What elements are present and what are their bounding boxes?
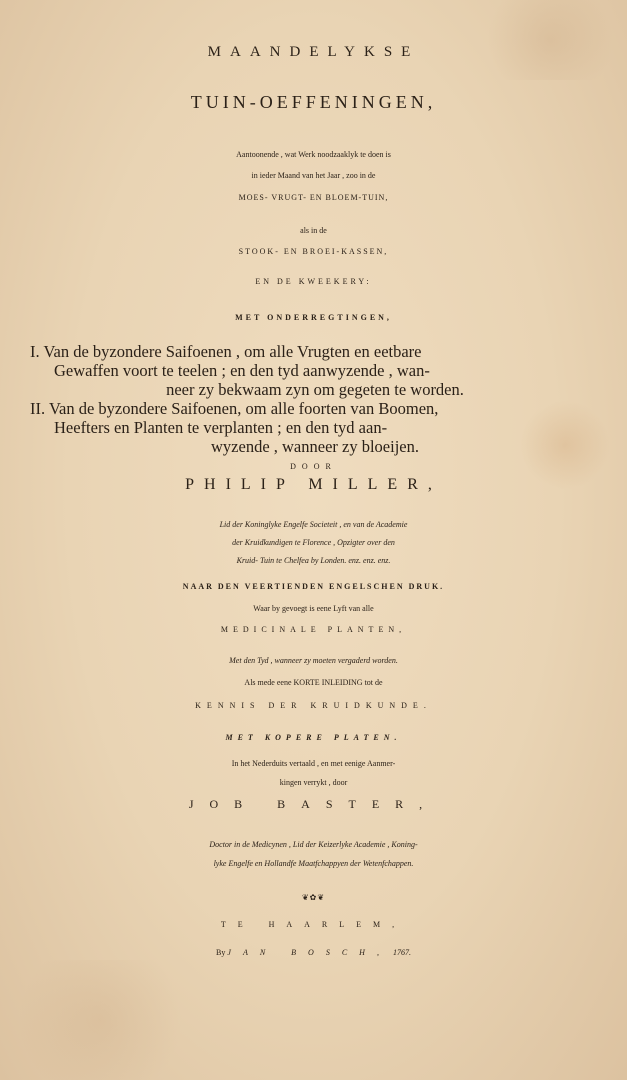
translation-line2: kingen verrykt , door (279, 778, 348, 787)
translator-name: JOB BASTER, (188, 797, 439, 811)
author-name: PHILIP MILLER, (185, 476, 442, 493)
subtitle-als-line: als in de (300, 226, 327, 235)
kopere-platen-line: MET KOPERE PLATEN. (225, 733, 402, 742)
list-item-line: I. Van de byzondere Saifoenen , om alle Vrugten en eetbare (30, 342, 422, 361)
list-item-line: neer zy bekwaam zyn om gegeten te worden. (166, 380, 464, 399)
author-description-line1: Lid der Koninglyke Engelfe Societeit , en van de Academie (219, 520, 408, 529)
author-description-line3: Kruid- Tuin te Chelfea by Londen. enz. enz. enz. (236, 556, 391, 565)
imprint-year: 1767. (392, 948, 411, 957)
subtitle-line1: Aantoonende , wat Werk noodzaaklyk te doen is (236, 150, 391, 159)
subtitle-line2: in ieder Maand van het Jaar , zoo in de (251, 171, 376, 180)
edition-note: NAAR DEN VEERTIENDEN ENGELSCHEN DRUK. (182, 582, 445, 591)
list-item (30, 342, 600, 399)
printers-ornament-icon: ❦✿❦ (301, 893, 326, 902)
author-description-line2: der Kruidkundigen te Florence , Opzigter over den (232, 538, 395, 547)
subtitle-moes-line: MOES- VRUGT- EN BLOEM-TUIN, (238, 193, 389, 202)
subtitle-kweek-line: EN DE KWEEKERY: (255, 277, 372, 286)
als-mede-line: Als mede eene KORTE INLEIDING tot de (244, 678, 383, 687)
imprint-publisher: JAN BOSCH, (227, 948, 391, 957)
foxing-stain (0, 960, 200, 1080)
door-label: DOOR (290, 462, 337, 471)
subtitle-stook-line: STOOK- EN BROEI-KASSEN, (238, 247, 389, 256)
imprint-by: By (216, 948, 226, 957)
translator-description-line2: lyke Engelfe en Hollandfe Maatfchappyen der Wetenfchappen. (213, 859, 414, 868)
imprint-publisher-line (0, 948, 627, 957)
foxing-stain (470, 0, 627, 80)
list-item-line: wyzende , wanneer zy bloeijen. (211, 437, 419, 456)
imprint-place: TE HAARLEM, (220, 920, 407, 929)
medicinale-planten-heading: MEDICINALE PLANTEN, (220, 625, 407, 634)
list-item-line: II. Van de byzondere Saifoenen, om alle foorten van Boomen, (30, 399, 439, 418)
list-item-line: Gewaffen voort te teelen ; en den tyd aanwyzende , wan- (54, 361, 430, 380)
main-title-line2: TUIN-OEFFENINGEN, (190, 92, 437, 112)
main-title-line1: MAANDELYKSE (207, 44, 420, 60)
met-den-tyd-line: Met den Tyd , wanneer zy moeten vergaderd worden. (229, 656, 398, 665)
translator-description-line1: Doctor in de Medicynen , Lid der Keizerlyke Academie , Koning- (209, 840, 418, 849)
list-item-line: Heefters en Planten te verplanten ; en den tyd aan- (54, 418, 388, 437)
met-onderregtingen-heading: MET ONDERREGTINGEN, (235, 313, 392, 322)
kennis-der-kruidkunde-heading: KENNIS DER KRUIDKUNDE. (195, 701, 432, 710)
translation-line1: In het Nederduits vertaald , en met eenige Aanmer- (231, 759, 396, 768)
list-item (30, 399, 600, 456)
addition-waar-line: Waar by gevoegt is eene Lyft van alle (253, 604, 374, 613)
